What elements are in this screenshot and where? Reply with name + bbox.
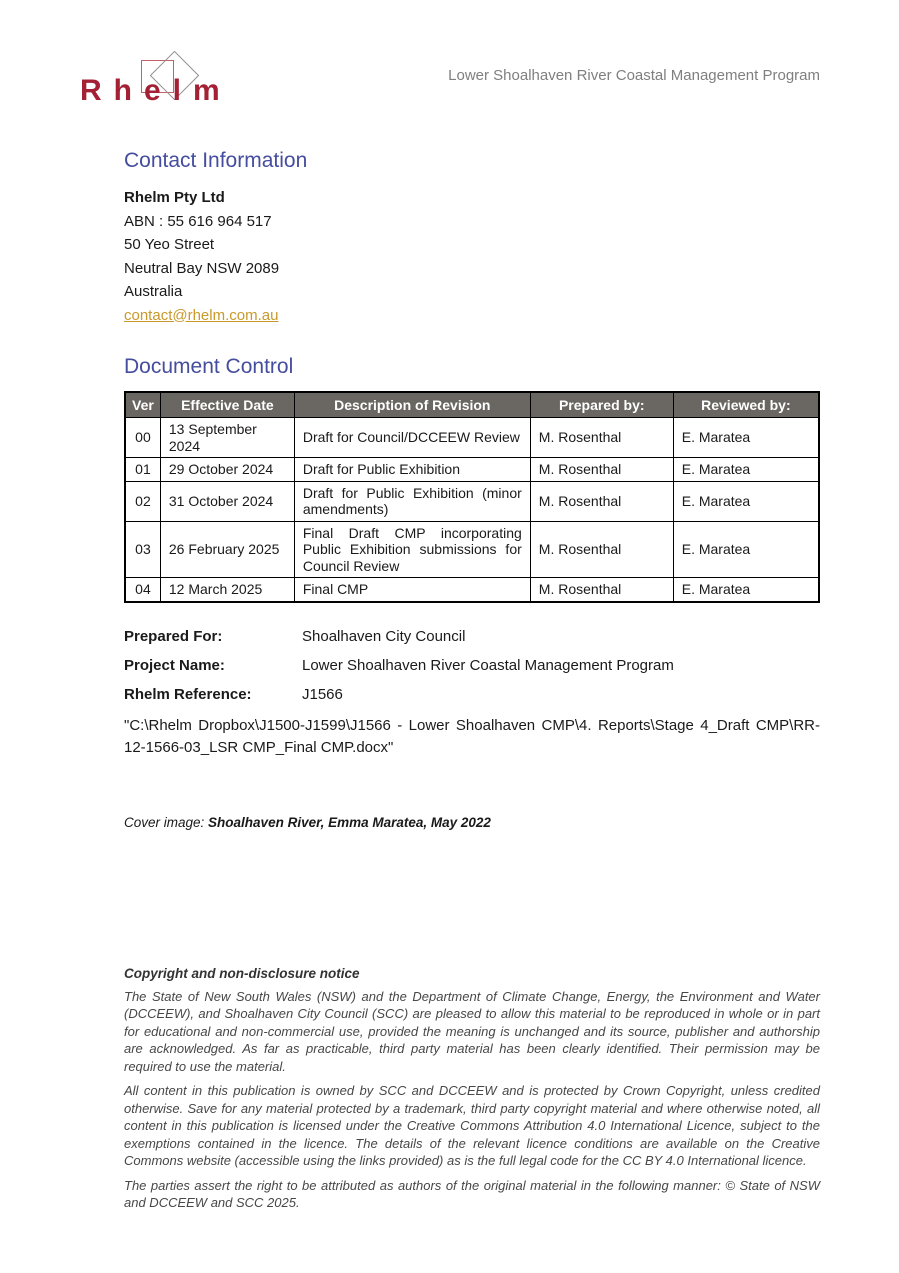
table-row: [125, 458, 819, 482]
table-header-row: [125, 392, 819, 418]
detail-label: Project Name:: [124, 656, 225, 674]
copyright-paragraph: All content in this publication is owned by SCC and DCCEEW and is protected by Crown Copyright, unless credited otherwise. Save for any material protected by a trademark, third party copyright material and where otherwise noted, all content in this publication is licensed under the Creative Commons Attribution 4.0 International Licence, subject to the exemptions contained in the licence. The details of the relevant licence conditions are available on the Creative Commons website (accessible using the links provided) as is the full legal code for the CC BY 4.0 International licence.: [124, 1083, 820, 1168]
contact-suburb: Neutral Bay NSW 2089: [124, 259, 280, 277]
table-cell: E. Maratea: [673, 458, 819, 482]
logo-text: Rhelm: [80, 74, 232, 107]
detail-row-prepared-for: [124, 627, 820, 647]
detail-value: Lower Shoalhaven River Coastal Management Program: [302, 656, 674, 674]
table-cell: Draft for Public Exhibition (minor amendments): [294, 481, 530, 521]
section-heading-document-control: Document Control: [124, 355, 294, 378]
table-cell: M. Rosenthal: [530, 481, 673, 521]
contact-company: Rhelm Pty Ltd: [124, 189, 225, 206]
table-cell: Draft for Council/DCCEEW Review: [294, 418, 530, 458]
copyright-heading: Copyright and non-disclosure notice: [124, 965, 360, 981]
table-row: [125, 481, 819, 521]
table-cell: E. Maratea: [673, 481, 819, 521]
table-cell: M. Rosenthal: [530, 418, 673, 458]
project-details: [124, 627, 820, 705]
table-cell: E. Maratea: [673, 521, 819, 578]
table-header-cell: Reviewed by:: [673, 392, 819, 418]
table-cell: Final CMP: [294, 578, 530, 602]
contact-country: Australia: [124, 283, 183, 300]
email-link[interactable]: contact@rhelm.com.au: [124, 306, 279, 324]
rhelm-logo: [75, 50, 245, 120]
table-header-cell: Ver: [125, 392, 160, 418]
cover-caption-text: Shoalhaven River, Emma Maratea, May 2022: [208, 814, 491, 830]
table-cell: 29 October 2024: [160, 458, 294, 482]
table-cell: E. Maratea: [673, 418, 819, 458]
detail-value: J1566: [302, 685, 343, 703]
table-row: [125, 521, 819, 578]
table-cell: M. Rosenthal: [530, 521, 673, 578]
table-cell: 13 September 2024: [160, 418, 294, 458]
detail-row-project-name: [124, 656, 820, 676]
table-header-cell: Effective Date: [160, 392, 294, 418]
detail-value: Shoalhaven City Council: [302, 627, 466, 645]
table-cell: M. Rosenthal: [530, 458, 673, 482]
detail-label: Rhelm Reference:: [124, 685, 252, 703]
table-row: [125, 578, 819, 602]
table-cell: 04: [125, 578, 160, 602]
table-cell: M. Rosenthal: [530, 578, 673, 602]
table-cell: Final Draft CMP incorporating Public Exhibition submissions for Council Review: [294, 521, 530, 578]
table-cell: 26 February 2025: [160, 521, 294, 578]
table-cell: E. Maratea: [673, 578, 819, 602]
detail-label: Prepared For:: [124, 627, 223, 645]
section-heading-contact-information: Contact Information: [124, 149, 308, 172]
table-cell: 03: [125, 521, 160, 578]
copyright-paragraph: The State of New South Wales (NSW) and the Department of Climate Change, Energy, the Environment and Water (DCCEEW), and Shoalhaven City Council (SCC) are pleased to allow this material to be reproduced in whole or in part for educational and non-commercial use, provided the meaning is unchanged and its source, publisher and authorship are acknowledged. As far as practicable, third party material has been clearly identified. Their permission may be required to use the material.: [124, 988, 820, 1074]
contact-block: [124, 186, 820, 327]
table-cell: Draft for Public Exhibition: [294, 458, 530, 482]
contact-street: 50 Yeo Street: [124, 236, 215, 253]
cover-image-caption: [124, 815, 820, 830]
header-document-title: Lower Shoalhaven River Coastal Management Program: [448, 67, 820, 84]
copyright-paragraph: The parties assert the right to be attributed as authors of the original material in the following manner: © State of NSW and DCCEEW and SCC 2025.: [124, 1177, 820, 1210]
contact-abn: ABN : 55 616 964 517: [124, 212, 272, 230]
document-control-table: [124, 391, 820, 603]
detail-row-rhelm-reference: [124, 685, 820, 705]
table-header-cell: Prepared by:: [530, 392, 673, 418]
table-header-cell: Description of Revision: [294, 392, 530, 418]
table-cell: 00: [125, 418, 160, 458]
table-cell: 02: [125, 481, 160, 521]
table-cell: 12 March 2025: [160, 578, 294, 602]
table-cell: 01: [125, 458, 160, 482]
file-path: "C:\Rhelm Dropbox\J1500-J1599\J1566 - Lower Shoalhaven CMP\4. Reports\Stage 4_Draft CMP\RR-12-1566-03_LSR CMP_Final CMP.docx": [124, 716, 820, 756]
table-cell: 31 October 2024: [160, 481, 294, 521]
table-row: [125, 418, 819, 458]
cover-caption-prefix: Cover image:: [124, 814, 209, 830]
